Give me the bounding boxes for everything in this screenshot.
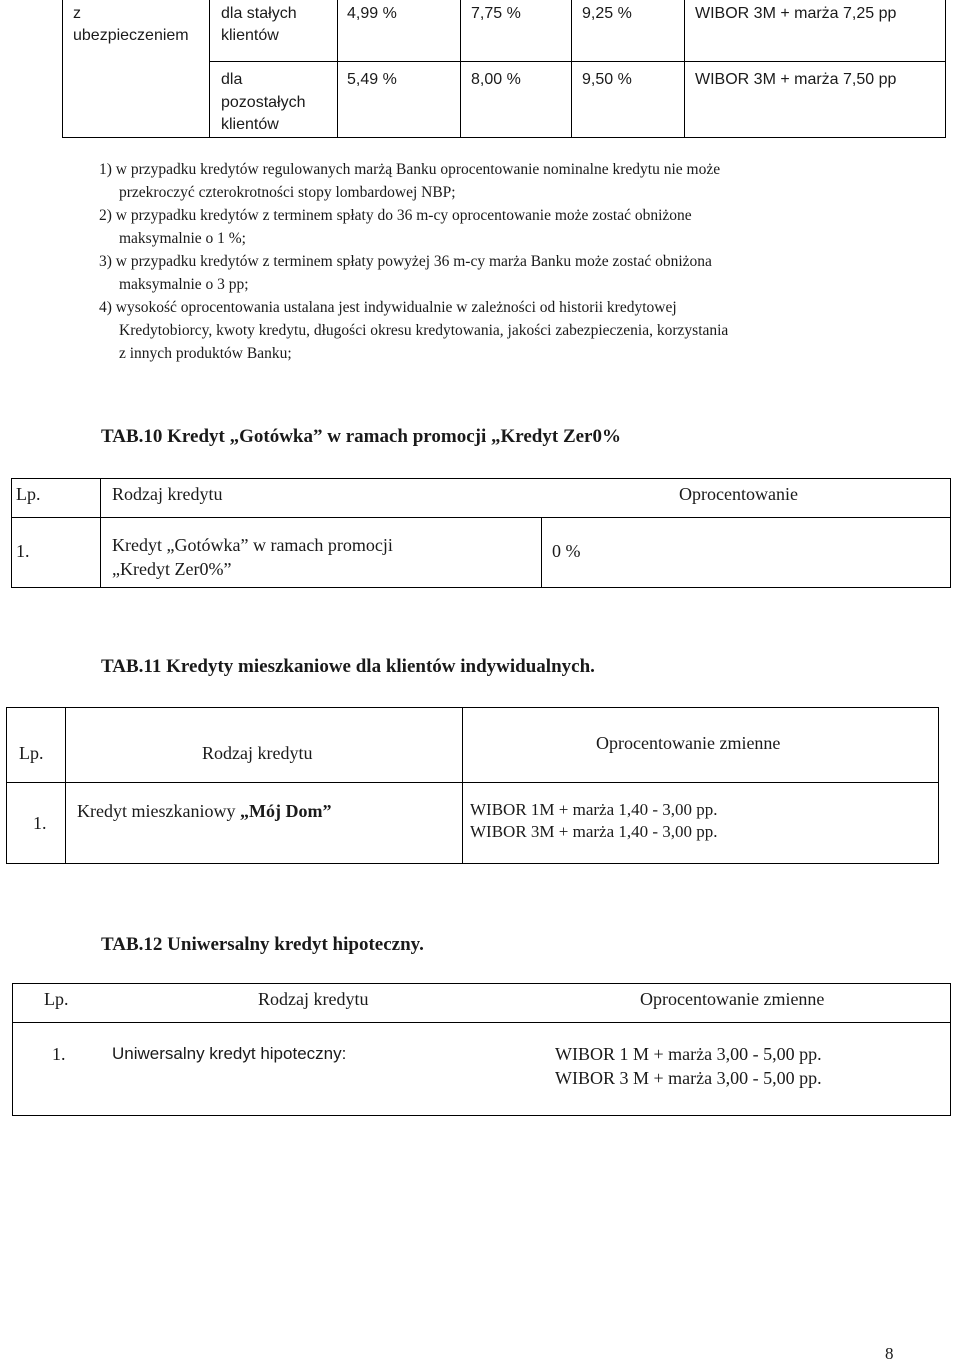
tab12-header-lp: Lp. — [44, 989, 69, 1009]
tab10-col-divider — [100, 478, 101, 588]
tab10-row-type: „Kredyt Zer0%” — [112, 559, 232, 579]
group-label-line: dla stałych — [221, 5, 297, 22]
tab12-header-rate: Oprocentowanie zmienne — [640, 989, 825, 1009]
tab11-header-rate: Oprocentowanie zmienne — [596, 733, 781, 753]
footnote-line: 1) w przypadku kredytów regulowanych marżą Banku oprocentowanie nominalne kredytu nie może — [99, 161, 721, 178]
footnote-line: przekroczyć czterokrotności stopy lombardowej NBP; — [119, 184, 456, 201]
rate-value: 5,49 % — [347, 71, 397, 88]
page-number: 8 — [885, 1344, 894, 1363]
tab10-header-type: Rodzaj kredytu — [112, 484, 223, 504]
footnote-line: 4) wysokość oprocentowania ustalana jest indywidualnie w zależności od historii kredytowej — [99, 299, 677, 316]
rate-value: WIBOR 3M + marża 7,25 pp — [695, 5, 897, 22]
col-divider — [209, 0, 210, 138]
tab10-row-divider — [11, 517, 951, 518]
tab10-header-rate: Oprocentowanie — [679, 484, 798, 504]
tab12-row-rate: WIBOR 3 M + marża 3,00 - 5,00 pp. — [555, 1068, 822, 1088]
footnote-line: maksymalnie o 1 %; — [119, 230, 246, 247]
footnote-line: maksymalnie o 3 pp; — [119, 276, 249, 293]
tab11-row-rate: WIBOR 1M + marża 1,40 - 3,00 pp. — [470, 800, 718, 819]
group-label-line: dla — [221, 71, 243, 88]
tab12-row-lp: 1. — [52, 1044, 66, 1064]
tab10-row-type: Kredyt „Gotówka” w ramach promocji — [112, 535, 393, 555]
insurance-label-line2: ubezpieczeniem — [73, 27, 189, 44]
tab12-row-divider — [12, 1022, 951, 1023]
tab12-header-type: Rodzaj kredytu — [258, 989, 369, 1009]
rate-value: 4,99 % — [347, 5, 397, 22]
col-divider — [571, 0, 572, 138]
rate-value: 8,00 % — [471, 71, 521, 88]
tab12-title: TAB.12 Uniwersalny kredyt hipoteczny. — [101, 934, 424, 955]
rate-value: 7,75 % — [471, 5, 521, 22]
footnote-line: 3) w przypadku kredytów z terminem spłaty powyżej 36 m-cy marża Banku może zostać obniżona — [99, 253, 712, 270]
tab11-row-divider — [6, 782, 939, 783]
col-divider — [684, 0, 685, 138]
tab11-header-lp: Lp. — [19, 743, 44, 763]
tab11-title: TAB.11 Kredyty mieszkaniowe dla klientów indywidualnych. — [101, 656, 595, 677]
col-divider — [337, 0, 338, 138]
tab10-row-lp: 1. — [16, 541, 30, 561]
row-divider — [209, 61, 946, 62]
tab11-row-rate: WIBOR 3M + marża 1,40 - 3,00 pp. — [470, 822, 718, 841]
tab10-header-lp: Lp. — [16, 484, 41, 504]
footnotes — [99, 158, 899, 365]
tab11-col-divider — [65, 707, 66, 864]
group-label-line: klientów — [221, 27, 279, 44]
rate-value: 9,25 % — [582, 5, 632, 22]
footnote-line: Kredytobiorcy, kwoty kredytu, długości okresu kredytowania, jakości zabezpieczenia, korzystania — [119, 322, 729, 339]
tab11-header-type: Rodzaj kredytu — [202, 743, 313, 763]
tab10-row-rate: 0 % — [552, 541, 581, 561]
tab11-row-lp: 1. — [33, 813, 47, 833]
group-label-line: pozostałych — [221, 94, 306, 111]
col-divider — [460, 0, 461, 138]
rates-table-top — [0, 0, 946, 138]
group-label-line: klientów — [221, 116, 279, 133]
insurance-label-line1: z — [73, 5, 81, 22]
tab11-row-type-name: „Mój Dom” — [239, 801, 332, 821]
tab11-col-divider — [462, 707, 463, 864]
tab11-row-type — [77, 801, 331, 822]
footnote-line: z innych produktów Banku; — [119, 345, 292, 362]
tab12-row-type: Uniwersalny kredyt hipoteczny: — [112, 1044, 347, 1063]
tab10-col-divider — [541, 517, 542, 588]
footnote-line: 2) w przypadku kredytów z terminem spłaty do 36 m-cy oprocentowanie może zostać obniżone — [99, 207, 692, 224]
rate-value: WIBOR 3M + marża 7,50 pp — [695, 71, 897, 88]
tab10-title: TAB.10 Kredyt „Gotówka” w ramach promocji „Kredyt Zer0% — [101, 426, 621, 447]
rate-value: 9,50 % — [582, 71, 632, 88]
tab12-row-rate: WIBOR 1 M + marża 3,00 - 5,00 pp. — [555, 1044, 822, 1064]
tab11-row-type-prefix: Kredyt mieszkaniowy — [77, 801, 236, 821]
